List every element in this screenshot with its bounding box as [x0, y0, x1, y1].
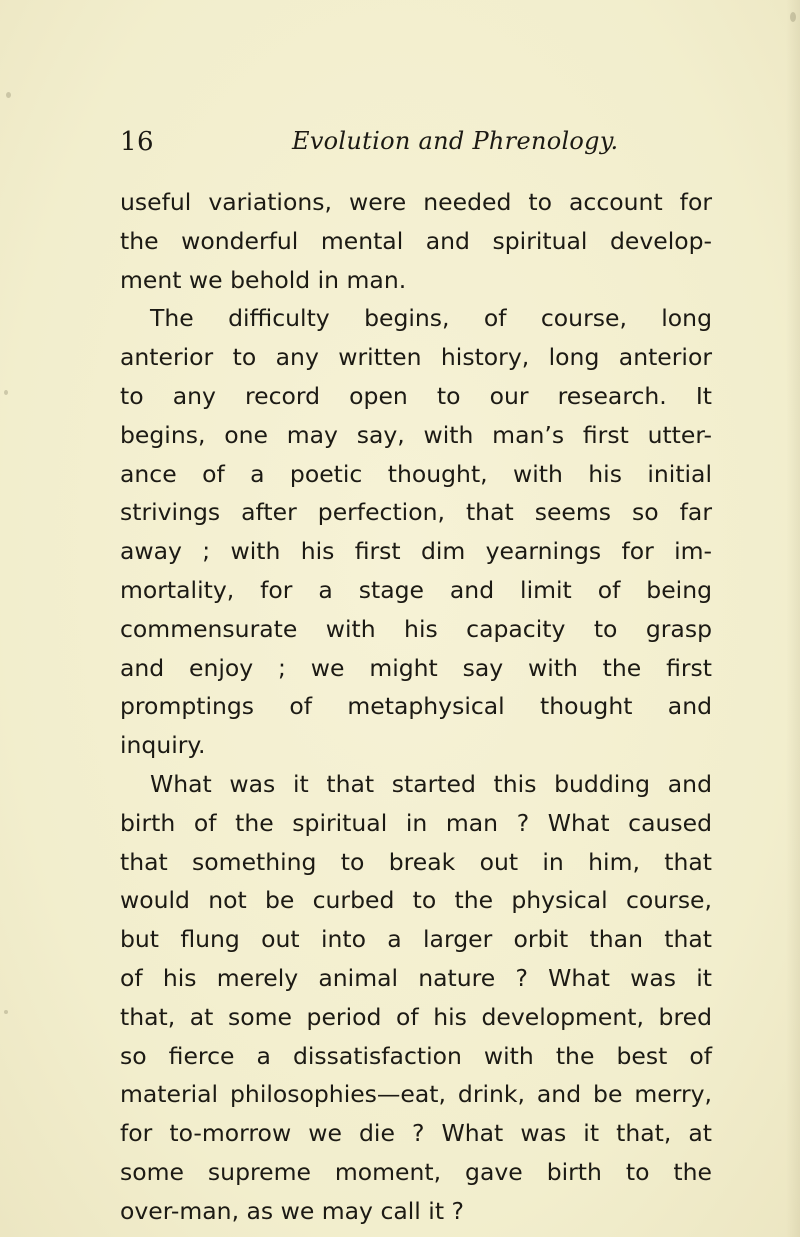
text-line: What was it that started this budding and	[150, 769, 712, 798]
text-line: would not be curbed to the physical course,	[120, 886, 712, 915]
page-edge-shadow	[786, 0, 800, 1237]
text-line: birth of the spiritual in man ? What caused	[120, 808, 712, 837]
text-line: and enjoy ; we might say with the first	[120, 653, 712, 682]
text-line: some supreme moment, gave birth to the	[120, 1157, 712, 1186]
text-line: over-man, as we may call it ?	[120, 1196, 464, 1225]
text-line: of his merely animal nature ? What was it	[120, 963, 712, 992]
text-line: promptings of metaphysical thought and	[120, 692, 712, 721]
text-line: inquiry.	[120, 731, 206, 760]
text-line: so fierce a dissatisfaction with the best of	[120, 1041, 712, 1070]
text-line: but flung out into a larger orbit than that	[120, 925, 712, 954]
paper-speck	[6, 92, 11, 98]
body-text	[120, 183, 712, 1231]
paper-speck	[4, 390, 8, 395]
paper-speck	[790, 12, 796, 22]
text-line: the wonderful mental and spiritual develop-	[120, 226, 712, 255]
text-line: The difficulty begins, of course, long	[150, 304, 712, 333]
paper-speck	[4, 1010, 8, 1014]
text-line: mortality, for a stage and limit of being	[120, 575, 712, 604]
page-number: 16	[120, 127, 155, 157]
text-line: for to-morrow we die ? What was it that, at	[120, 1119, 712, 1148]
text-line: to any record open to our research. It	[120, 381, 712, 410]
text-line: begins, one may say, with man’s first utter-	[120, 420, 712, 449]
text-line: commensurate with his capacity to grasp	[120, 614, 712, 643]
text-line: strivings after perfection, that seems so far	[120, 498, 712, 527]
text-line: ance of a poetic thought, with his initial	[120, 459, 712, 488]
text-line: away ; with his first dim yearnings for im-	[120, 537, 712, 566]
text-line: that, at some period of his development, bred	[120, 1002, 712, 1031]
text-line: that something to break out in him, that	[120, 847, 712, 876]
running-header	[120, 127, 710, 167]
running-title: Evolution and Phrenology.	[292, 127, 619, 155]
text-line: anterior to any written history, long anterior	[120, 343, 712, 372]
text-line: material philosophies—eat, drink, and be merry,	[120, 1080, 712, 1109]
text-line: ment we behold in man.	[120, 265, 407, 294]
text-line: useful variations, were needed to account for	[120, 188, 712, 216]
